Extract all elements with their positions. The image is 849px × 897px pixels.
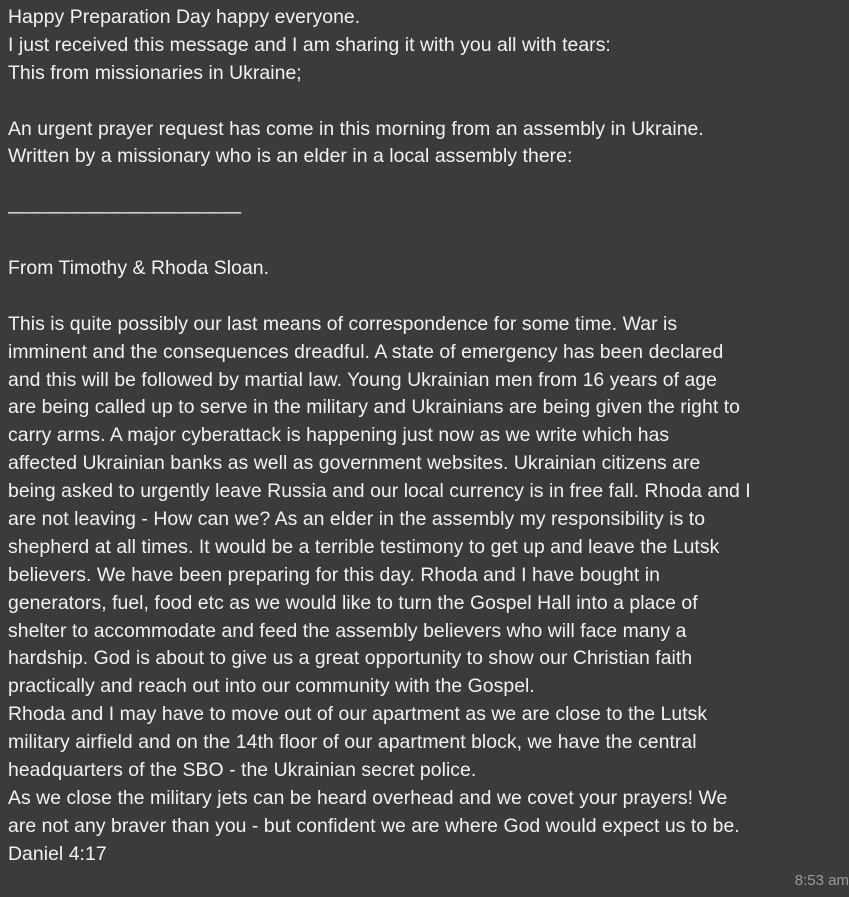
message-timestamp: 8:53 am <box>794 872 849 889</box>
message-line: shelter to accommodate and feed the assembly believers who will face many a <box>8 619 687 642</box>
message-line: Written by a missionary who is an elder in a local assembly there: <box>8 145 573 168</box>
message-line <box>8 227 848 255</box>
message-line: From Timothy & Rhoda Sloan. <box>8 257 270 280</box>
message-line: are not any braver than you - but confident we are where God would expect us to be. <box>8 814 740 837</box>
message-line: I just received this message and I am sharing it with you all with tears: <box>8 33 611 56</box>
message-line: Happy Preparation Day happy everyone. <box>8 6 361 28</box>
message-line: carry arms. A major cyberattack is happening just now as we write which has <box>8 424 670 447</box>
message-line: As we close the military jets can be heard overhead and we covet your prayers! We <box>8 786 728 809</box>
message-line: being asked to urgently leave Russia and our local currency is in free fall. Rhoda and I <box>8 480 751 503</box>
message-line: are not leaving - How can we? As an elder in the assembly my responsibility is to <box>8 508 706 531</box>
message-line: are being called up to serve in the military and Ukrainians are being given the right to <box>8 396 740 419</box>
message-line: practically and reach out into our community with the Gospel. <box>8 675 535 698</box>
message-text <box>8 4 848 869</box>
message-line <box>8 171 848 199</box>
message-line <box>8 88 848 116</box>
message-line: affected Ukrainian banks as well as government websites. Ukrainian citizens are <box>8 452 701 475</box>
message-line: military airfield and on the 14th floor of our apartment block, we have the central <box>8 731 697 754</box>
message-line: headquarters of the SBO - the Ukrainian secret police. <box>8 759 477 782</box>
message-line: An urgent prayer request has come in this morning from an assembly in Ukraine. <box>8 117 704 140</box>
message-line: generators, fuel, food etc as we would like to turn the Gospel Hall into a place of <box>8 591 698 614</box>
message-line: hardship. God is about to give us a great opportunity to show our Christian faith <box>8 647 693 670</box>
message-divider: ———————————— <box>8 201 242 224</box>
message-line: Rhoda and I may have to move out of our apartment as we are close to the Lutsk <box>8 703 708 726</box>
message-line <box>8 283 848 311</box>
message-line: This from missionaries in Ukraine; <box>8 61 302 84</box>
message-line: and this will be followed by martial law. Young Ukrainian men from 16 years of age <box>8 368 718 391</box>
message-line: believers. We have been preparing for this day. Rhoda and I have bought in <box>8 563 660 586</box>
message-line: imminent and the consequences dreadful. A state of emergency has been declared <box>8 340 724 363</box>
message-line: shepherd at all times. It would be a terrible testimony to get up and leave the Lutsk <box>8 535 720 558</box>
message-line: This is quite possibly our last means of correspondence for some time. War is <box>8 312 678 335</box>
message-line: Daniel 4:17 <box>8 842 107 865</box>
